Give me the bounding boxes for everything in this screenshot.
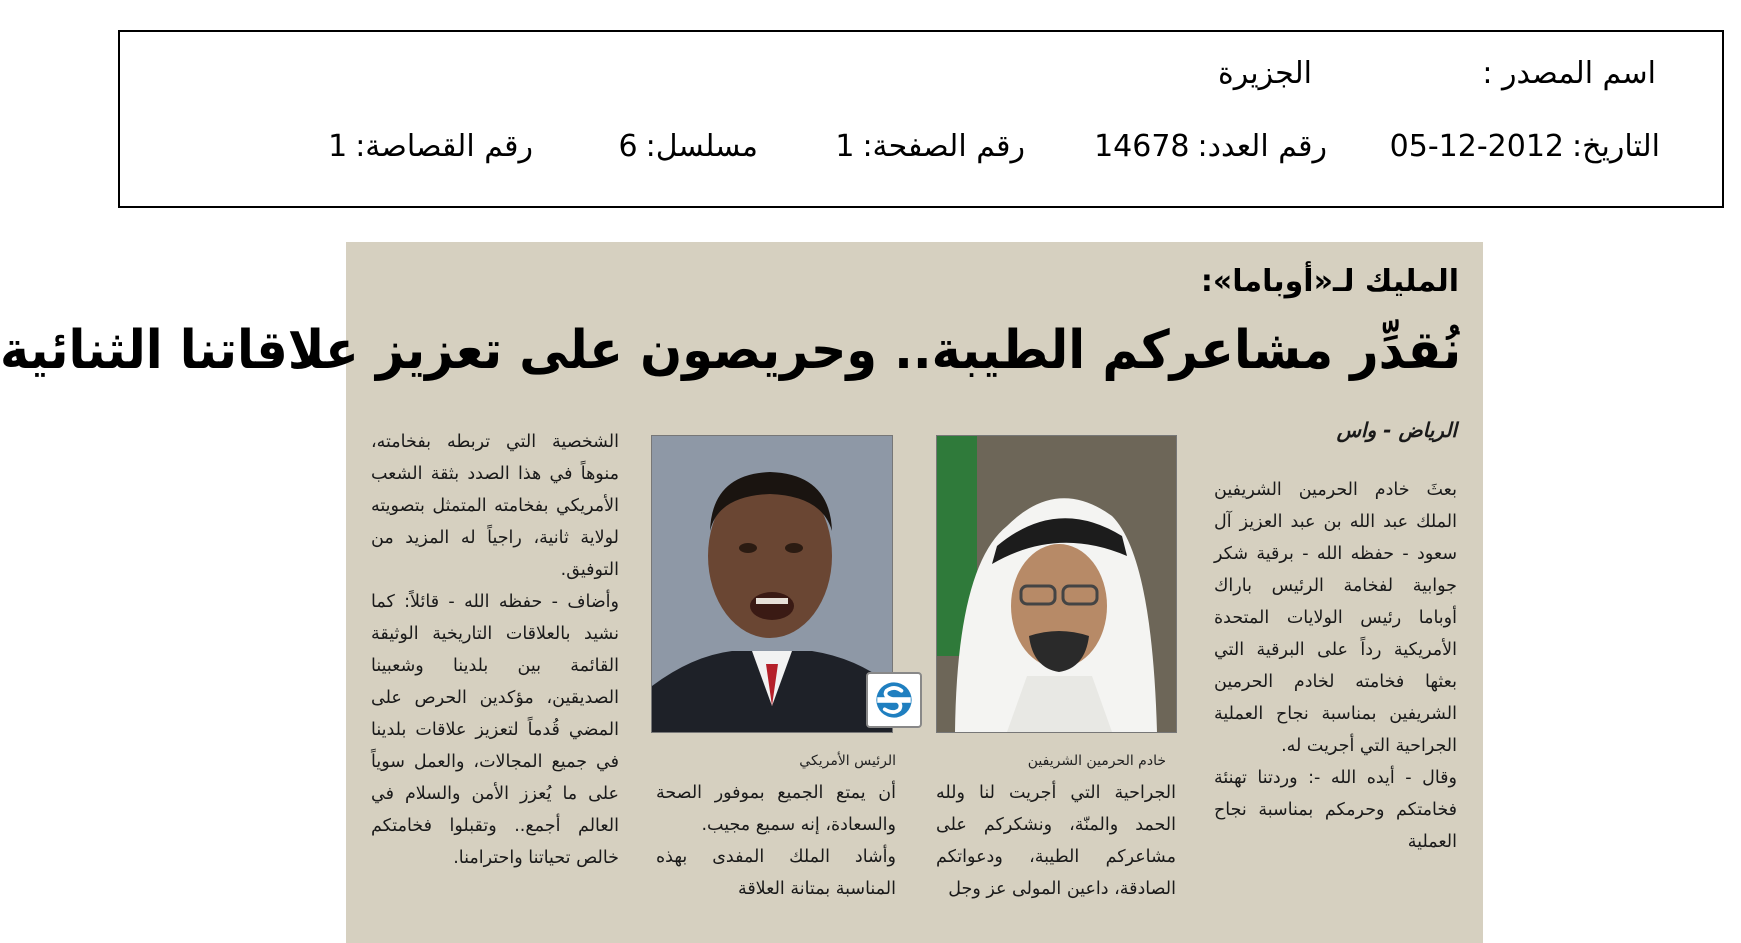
agency-logo-icon xyxy=(866,672,922,728)
paragraph: وأشاد الملك المفدى بهذه المناسبة بمتانة العلاقة xyxy=(656,847,896,899)
clip-number-label: رقم القصاصة: xyxy=(355,129,533,164)
paragraph: وأضاف - حفظه الله - قائلاً: كما نشيد بالعلاقات التاريخية الوثيقة القائمة بين بلدينا وشعبينا الصديقين، مؤكدين الحرص على المضي قُدماً لتعزيز علاقات بلدينا في جميع المجالات، والعمل سوياً على ما يُعزز الأمن والسلام في العالم أجمع.. وتقبلوا فخامتكم خالص تحياتنا واحترامنا. xyxy=(371,592,619,868)
issue-value: 14678 xyxy=(1094,129,1190,164)
newspaper-clipping xyxy=(0,242,1483,943)
paragraph: بعثَ خادم الحرمين الشريفين الملك عبد الله بن عبد العزيز آل سعود - حفظه الله - برقية شكر جوابية لفخامة الرئيس باراك أوباما رئيس الولايات المتحدة الأمريكية رداً على البرقية التي بعثها فخامته لخادم الحرمين الشريفين بمناسبة نجاح العملية الجراحية التي أجريت له. xyxy=(1214,480,1457,756)
article-kicker: المليك لـ«أوباما»: xyxy=(1200,264,1459,299)
photo-king-icon xyxy=(936,435,1177,733)
serial-label: مسلسل: xyxy=(645,129,758,164)
issue-label: رقم العدد: xyxy=(1197,129,1327,164)
article-column-4 xyxy=(371,426,619,874)
caption-obama: الرئيس الأمريكي xyxy=(799,753,896,769)
page-value: 1 xyxy=(835,129,855,164)
serial-field xyxy=(618,129,758,164)
clipping-metadata-box xyxy=(118,30,1724,208)
date-field xyxy=(1389,129,1660,164)
article-headline: نُقدِّر مشاعركم الطيبة.. وحريصون على تعزيز علاقاتنا الثنائية xyxy=(0,320,1461,381)
paragraph: الشخصية التي تربطه بفخامته، منوهاً في هذا الصدد بثقة الشعب الأمريكي بفخامته المتمثل بتصويته لولاية ثانية، راجياً له المزيد من التوفيق. xyxy=(371,432,619,580)
issue-field xyxy=(1094,129,1327,164)
caption-king: خادم الحرمين الشريفين xyxy=(1027,753,1166,769)
page-field xyxy=(835,129,1025,164)
date-label: التاريخ: xyxy=(1572,129,1660,164)
article-column-3 xyxy=(656,777,896,905)
clip-number-field xyxy=(328,129,533,164)
photo-obama-icon xyxy=(651,435,893,733)
paragraph: أن يمتع الجميع بموفور الصحة والسعادة، إنه سميع مجيب. xyxy=(656,783,896,835)
source-label: اسم المصدر : xyxy=(1482,56,1656,91)
clip-number-value: 1 xyxy=(328,129,348,164)
article-column-2 xyxy=(936,777,1176,905)
date-value: 2012-12-05 xyxy=(1389,129,1565,164)
paragraph: الجراحية التي أجريت لنا ولله الحمد والمنّة، ونشكركم على مشاعركم الطيبة، ودعواتكم الصادقة، داعين المولى عز وجل xyxy=(936,783,1176,899)
source-value: الجزيرة xyxy=(1217,56,1312,91)
paragraph: وقال - أيده الله -: وردتنا تهنئة فخامتكم وحرمكم بمناسبة نجاح العملية xyxy=(1214,768,1457,852)
page-label: رقم الصفحة: xyxy=(862,129,1025,164)
serial-value: 6 xyxy=(618,129,638,164)
article-column-1 xyxy=(1214,414,1457,858)
article-byline: الرياض - واس xyxy=(1336,418,1457,442)
